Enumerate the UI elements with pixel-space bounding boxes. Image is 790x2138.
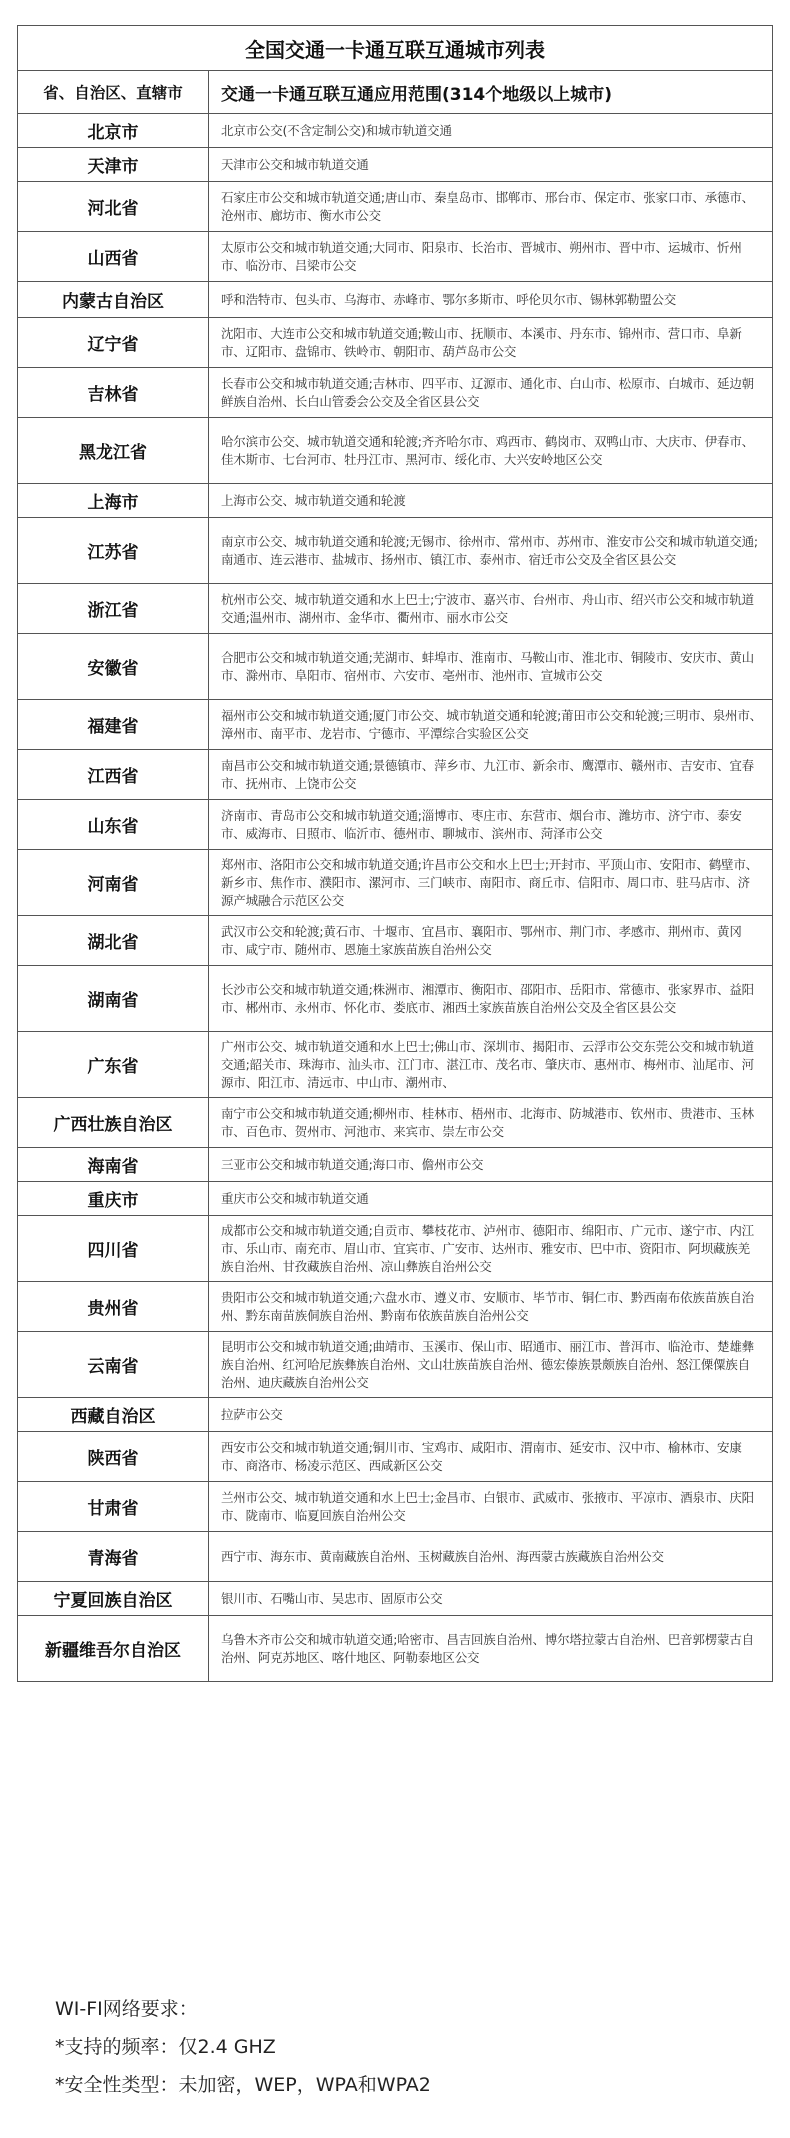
cities-cell: 呼和浩特市、包头市、乌海市、赤峰市、鄂尔多斯市、呼伦贝尔市、锡林郭勒盟公交 [209,282,773,318]
table-row [18,700,773,750]
table-body [18,114,773,1682]
province-cell: 青海省 [18,1532,209,1582]
table-row [18,1398,773,1432]
cities-cell: 福州市公交和城市轨道交通;厦门市公交、城市轨道交通和轮渡;莆田市公交和轮渡;三明市、泉州市、漳州市、南平市、龙岩市、宁德市、平潭综合实验区公交 [209,700,773,750]
province-cell: 河南省 [18,850,209,916]
cities-cell: 杭州市公交、城市轨道交通和水上巴士;宁波市、嘉兴市、台州市、舟山市、绍兴市公交和城市轨道交通;温州市、湖州市、金华市、衢州市、丽水市公交 [209,584,773,634]
table-row [18,484,773,518]
province-cell: 四川省 [18,1216,209,1282]
province-cell: 上海市 [18,484,209,518]
province-cell: 贵州省 [18,1282,209,1332]
column-header-province: 省、自治区、直辖市 [18,71,209,114]
cities-cell: 贵阳市公交和城市轨道交通;六盘水市、遵义市、安顺市、毕节市、铜仁市、黔西南布依族苗族自治州、黔东南苗族侗族自治州、黔南布依族苗族自治州公交 [209,1282,773,1332]
table-row [18,518,773,584]
province-cell: 湖南省 [18,966,209,1032]
table-row [18,750,773,800]
cities-cell: 广州市公交、城市轨道交通和水上巴士;佛山市、深圳市、揭阳市、云浮市公交东莞公交和城市轨道交通;韶关市、珠海市、汕头市、江门市、湛江市、茂名市、肇庆市、惠州市、梅州市、汕尾市、河源市、阳江市、清远市、中山市、潮州市、 [209,1032,773,1098]
wifi-frequency: *支持的频率：仅2.4 GHZ [55,2036,276,2058]
province-cell: 内蒙古自治区 [18,282,209,318]
table-row [18,368,773,418]
cities-cell: 拉萨市公交 [209,1398,773,1432]
cities-cell: 西安市公交和城市轨道交通;铜川市、宝鸡市、咸阳市、渭南市、延安市、汉中市、榆林市、安康市、商洛市、杨凌示范区、西咸新区公交 [209,1432,773,1482]
cities-cell: 石家庄市公交和城市轨道交通;唐山市、秦皇岛市、邯郸市、邢台市、保定市、张家口市、承德市、沧州市、廊坊市、衡水市公交 [209,182,773,232]
province-cell: 山东省 [18,800,209,850]
province-cell: 广东省 [18,1032,209,1098]
province-cell: 浙江省 [18,584,209,634]
wifi-heading: WI-FI网络要求： [55,1998,198,2020]
cities-cell: 天津市公交和城市轨道交通 [209,148,773,182]
cities-cell: 长沙市公交和城市轨道交通;株洲市、湘潭市、衡阳市、邵阳市、岳阳市、常德市、张家界市、益阳市、郴州市、永州市、怀化市、娄底市、湘西土家族苗族自治州公交及全省区县公交 [209,966,773,1032]
table-row [18,1482,773,1532]
table-row [18,1032,773,1098]
table-row [18,114,773,148]
cities-cell: 南宁市公交和城市轨道交通;柳州市、桂林市、梧州市、北海市、防城港市、钦州市、贵港市、玉林市、百色市、贺州市、河池市、来宾市、崇左市公交 [209,1098,773,1148]
table-row [18,800,773,850]
province-cell: 广西壮族自治区 [18,1098,209,1148]
province-cell: 北京市 [18,114,209,148]
province-cell: 新疆维吾尔自治区 [18,1616,209,1682]
province-cell: 辽宁省 [18,318,209,368]
province-cell: 河北省 [18,182,209,232]
cities-cell: 武汉市公交和轮渡;黄石市、十堰市、宜昌市、襄阳市、鄂州市、荆门市、孝感市、荆州市、黄冈市、咸宁市、随州市、恩施土家族苗族自治州公交 [209,916,773,966]
table-row [18,1532,773,1582]
table-row [18,1616,773,1682]
province-cell: 宁夏回族自治区 [18,1582,209,1616]
table-row [18,282,773,318]
province-cell: 安徽省 [18,634,209,700]
table-row [18,1432,773,1482]
province-cell: 江苏省 [18,518,209,584]
province-cell: 重庆市 [18,1182,209,1216]
province-cell: 吉林省 [18,368,209,418]
table-row [18,1582,773,1616]
cities-cell: 济南市、青岛市公交和城市轨道交通;淄博市、枣庄市、东营市、烟台市、潍坊市、济宁市、泰安市、威海市、日照市、临沂市、德州市、聊城市、滨州市、菏泽市公交 [209,800,773,850]
province-cell: 海南省 [18,1148,209,1182]
province-cell: 西藏自治区 [18,1398,209,1432]
cities-cell: 南昌市公交和城市轨道交通;景德镇市、萍乡市、九江市、新余市、鹰潭市、赣州市、吉安市、宜春市、抚州市、上饶市公交 [209,750,773,800]
province-cell: 福建省 [18,700,209,750]
province-cell: 云南省 [18,1332,209,1398]
cities-cell: 兰州市公交、城市轨道交通和水上巴士;金昌市、白银市、武威市、张掖市、平凉市、酒泉市、庆阳市、陇南市、临夏回族自治州公交 [209,1482,773,1532]
table-row [18,1282,773,1332]
cities-cell: 上海市公交、城市轨道交通和轮渡 [209,484,773,518]
cities-cell: 沈阳市、大连市公交和城市轨道交通;鞍山市、抚顺市、本溪市、丹东市、锦州市、营口市、阜新市、辽阳市、盘锦市、铁岭市、朝阳市、葫芦岛市公交 [209,318,773,368]
cities-cell: 长春市公交和城市轨道交通;吉林市、四平市、辽源市、通化市、白山市、松原市、白城市、延边朝鲜族自治州、长白山管委会公交及全省区县公交 [209,368,773,418]
cities-cell: 太原市公交和城市轨道交通;大同市、阳泉市、长治市、晋城市、朔州市、晋中市、运城市、忻州市、临汾市、吕梁市公交 [209,232,773,282]
cities-cell: 银川市、石嘴山市、吴忠市、固原市公交 [209,1582,773,1616]
table-row [18,1098,773,1148]
province-cell: 天津市 [18,148,209,182]
cities-cell: 昆明市公交和城市轨道交通;曲靖市、玉溪市、保山市、昭通市、丽江市、普洱市、临沧市、楚雄彝族自治州、红河哈尼族彝族自治州、文山壮族苗族自治州、德宏傣族景颇族自治州、怒江傈僳族自治州、迪庆藏族自治州公交 [209,1332,773,1398]
wifi-requirements [55,1990,431,2104]
table-row [18,1216,773,1282]
table-row [18,916,773,966]
cities-cell: 合肥市公交和城市轨道交通;芜湖市、蚌埠市、淮南市、马鞍山市、淮北市、铜陵市、安庆市、黄山市、滁州市、阜阳市、宿州市、六安市、亳州市、池州市、宣城市公交 [209,634,773,700]
table-row [18,966,773,1032]
interop-city-table [17,25,773,1682]
table-row [18,418,773,484]
table-row [18,1182,773,1216]
cities-cell: 哈尔滨市公交、城市轨道交通和轮渡;齐齐哈尔市、鸡西市、鹤岗市、双鸭山市、大庆市、伊春市、佳木斯市、七台河市、牡丹江市、黑河市、绥化市、大兴安岭地区公交 [209,418,773,484]
cities-cell: 北京市公交(不含定制公交)和城市轨道交通 [209,114,773,148]
province-cell: 甘肃省 [18,1482,209,1532]
province-cell: 湖北省 [18,916,209,966]
wifi-security: *安全性类型：未加密，WEP，WPA和WPA2 [55,2074,431,2096]
cities-cell: 乌鲁木齐市公交和城市轨道交通;哈密市、昌吉回族自治州、博尔塔拉蒙古自治州、巴音郭楞蒙古自治州、阿克苏地区、喀什地区、阿勒泰地区公交 [209,1616,773,1682]
cities-cell: 重庆市公交和城市轨道交通 [209,1182,773,1216]
province-cell: 黑龙江省 [18,418,209,484]
cities-cell: 三亚市公交和城市轨道交通;海口市、儋州市公交 [209,1148,773,1182]
table-title: 全国交通一卡通互联互通城市列表 [18,26,773,71]
cities-cell: 郑州市、洛阳市公交和城市轨道交通;许昌市公交和水上巴士;开封市、平顶山市、安阳市、鹤壁市、新乡市、焦作市、濮阳市、漯河市、三门峡市、南阳市、商丘市、信阳市、周口市、驻马店市、济源产城融合示范区公交 [209,850,773,916]
table-row [18,1332,773,1398]
province-cell: 山西省 [18,232,209,282]
table-row [18,1148,773,1182]
province-cell: 陕西省 [18,1432,209,1482]
table-row [18,148,773,182]
table-row [18,232,773,282]
table-row [18,318,773,368]
cities-cell: 成都市公交和城市轨道交通;自贡市、攀枝花市、泸州市、德阳市、绵阳市、广元市、遂宁市、内江市、乐山市、南充市、眉山市、宜宾市、广安市、达州市、雅安市、巴中市、资阳市、阿坝藏族羌族自治州、甘孜藏族自治州、凉山彝族自治州公交 [209,1216,773,1282]
table-row [18,634,773,700]
table-row [18,182,773,232]
province-cell: 江西省 [18,750,209,800]
cities-cell: 西宁市、海东市、黄南藏族自治州、玉树藏族自治州、海西蒙古族藏族自治州公交 [209,1532,773,1582]
column-header-cities: 交通一卡通互联互通应用范围(314个地级以上城市) [209,71,773,114]
table-row [18,584,773,634]
table-row [18,850,773,916]
cities-cell: 南京市公交、城市轨道交通和轮渡;无锡市、徐州市、常州市、苏州市、淮安市公交和城市轨道交通;南通市、连云港市、盐城市、扬州市、镇江市、泰州市、宿迁市公交及全省区县公交 [209,518,773,584]
